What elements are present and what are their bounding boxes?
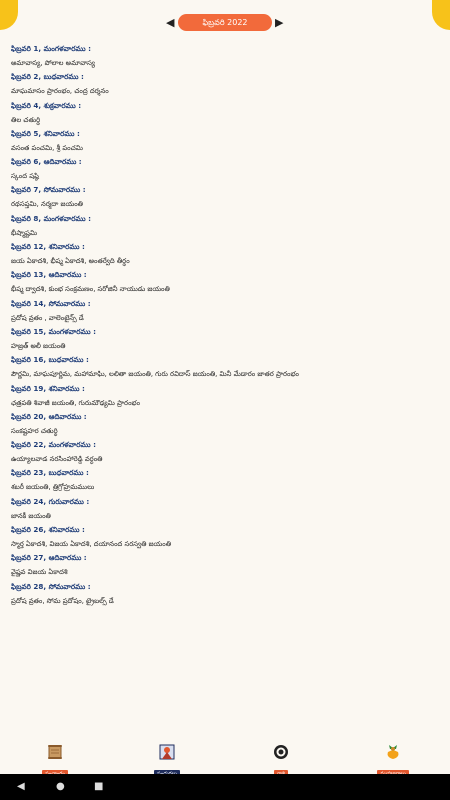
festival-names: స్మార్త ఏకాదశి, విజయ ఏకాదశి, దయానంద సరస్వతి జయంతి xyxy=(11,540,172,549)
festival-names: స్కంద షష్ఠి xyxy=(11,172,39,181)
festival-entry xyxy=(11,355,441,383)
android-navigation-bar xyxy=(0,774,450,800)
festival-date: ఫిబ్రవరి 2, బుధవారము : xyxy=(11,72,84,82)
festival-entry xyxy=(11,582,441,610)
festival-entry xyxy=(11,525,441,553)
festival-date: ఫిబ్రవరి 23, బుధవారము : xyxy=(11,468,89,478)
festival-names: భీష్మాష్టమి xyxy=(11,228,38,237)
scroll-icon xyxy=(45,744,65,760)
festival-entry xyxy=(11,497,441,525)
festival-date: ఫిబ్రవరి 1, మంగళవారము : xyxy=(11,44,91,53)
festival-names: జయ ఏకాదశి, భీష్మ ఏకాదశి, అంతర్వేది తీర్థం xyxy=(11,257,130,266)
kalash-icon xyxy=(383,744,403,760)
month-header xyxy=(0,14,450,32)
festival-entry xyxy=(11,101,441,129)
festival-date: ఫిబ్రవరి 5, శనివారము : xyxy=(11,128,80,138)
festival-date: ఫిబ్రవరి 27, ఆదివారము : xyxy=(11,553,87,563)
festival-names: వైష్ణవ విజయ ఏకాదశి xyxy=(11,568,68,577)
festival-entry xyxy=(11,214,441,242)
zodiac-wheel-icon xyxy=(271,744,291,760)
festival-date: ఫిబ్రవరి 26, శనివారము : xyxy=(11,525,85,535)
festival-date: ఫిబ్రవరి 19, శనివారము : xyxy=(11,383,85,393)
festival-date: ఫిబ్రవరి 13, ఆదివారము : xyxy=(11,270,87,280)
recents-icon[interactable]: ■ xyxy=(94,781,104,792)
festival-date: ఫిబ్రవరి 8, మంగళవారము : xyxy=(11,213,91,223)
festival-date: ఫిబ్రవరి 15, మంగళవారము : xyxy=(11,326,96,336)
festival-date: ఫిబ్రవరి 12, శనివారము : xyxy=(11,242,85,252)
festival-date: ఫిబ్రవరి 20, ఆదివారము : xyxy=(11,411,87,421)
festival-date: ఫిబ్రవరి 14, సోమవారము : xyxy=(11,298,91,308)
festival-names: ప్రదోష వ్రతం, సోమ ప్రదోషం, ట్రైబల్స్ డే xyxy=(11,596,114,605)
back-icon[interactable]: ◀ xyxy=(17,781,25,792)
festival-entry xyxy=(11,412,441,440)
festival-entry xyxy=(11,157,441,185)
festival-entry xyxy=(11,299,441,327)
festival-names: అమావాస్య, పోలాల అమావాస్య xyxy=(11,59,95,67)
festival-names: ఛత్రపతి శివాజీ జయంతి, గురుమౌఢ్యమి ప్రారంభం xyxy=(11,398,141,407)
festival-date: ఫిబ్రవరి 16, బుధవారము : xyxy=(11,355,89,365)
next-month-icon[interactable]: ▶ xyxy=(275,16,284,29)
festival-names: సంకష్టహర చతుర్థి xyxy=(11,426,58,435)
festival-names: తిల చతుర్థి xyxy=(11,115,41,124)
festival-names: శబరీ జయంతి, త్రిగ్రోహ్రమములు xyxy=(11,483,95,492)
festival-entry xyxy=(11,468,441,496)
festival-names: మాఘమాసం ప్రారంభం, చంద్ర దర్శనం xyxy=(11,87,109,96)
festival-entry xyxy=(11,129,441,157)
bottom-navigation xyxy=(0,742,450,774)
festival-date: ఫిబ్రవరి 6, ఆదివారము : xyxy=(11,157,82,167)
home-icon[interactable]: ● xyxy=(56,781,65,792)
festival-entry xyxy=(11,327,441,355)
festival-entry xyxy=(11,384,441,412)
festival-date: ఫిబ్రవరి 22, మంగళవారము : xyxy=(11,440,96,450)
festival-date: ఫిబ్రవరి 7, సోమవారము : xyxy=(11,185,86,195)
festival-entry xyxy=(11,553,441,581)
festival-date: ఫిబ్రవరి 24, గురువారము : xyxy=(11,496,90,506)
previous-month-icon[interactable]: ◀ xyxy=(166,16,175,29)
deity-icon xyxy=(157,744,177,760)
festival-names: వసంత పంచమి, శ్రీ పంచమి xyxy=(11,143,83,152)
festival-entry xyxy=(11,440,441,468)
festival-names: హజ్రత్ అలీ జయంతి xyxy=(11,341,66,350)
festival-names: భీష్మ ద్వాదశి, కుంభ సంక్రమణం, సరోజినీ నాయుడు జయంతి xyxy=(11,285,170,294)
festival-names: పౌర్ణమి, మాఘపూర్ణిమ, మహామాఘి, లలితా జయంతి, గురు రవిదాస్ జయంతి, మినీ మేడారం జాతర ప్రారంభం xyxy=(11,370,299,379)
festival-names: రథసప్తమి, నర్మదా జయంతి xyxy=(11,200,83,209)
month-title: ఫిబ్రవరి 2022 xyxy=(178,14,272,31)
festival-entry xyxy=(11,185,441,213)
festival-date: ఫిబ్రవరి 4, శుక్రవారము : xyxy=(11,100,82,110)
festival-entry xyxy=(11,242,441,270)
festival-list xyxy=(11,44,441,610)
festival-entry xyxy=(11,72,441,100)
festival-names: జానకీ జయంతి xyxy=(11,511,51,520)
festival-entry xyxy=(11,270,441,298)
festival-entry xyxy=(11,44,441,72)
festival-names: ప్రదోష వ్రతం , వాలెంటైన్స్ డే xyxy=(11,313,84,322)
festival-names: ఉయ్యాలవాడ నరసింహారెడ్డి వర్ధంతి xyxy=(11,455,103,464)
festival-date: ఫిబ్రవరి 28, సోమవారము : xyxy=(11,581,91,591)
